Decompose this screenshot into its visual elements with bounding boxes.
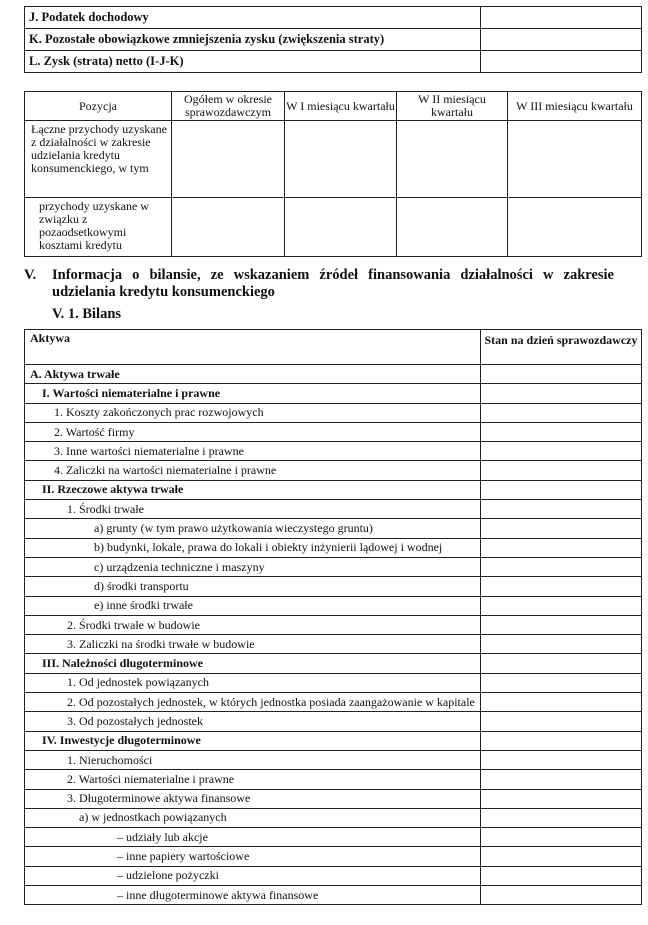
balance-row-label: 3. Długoterminowe aktywa finansowe [25,789,481,808]
balance-row-label: d) środki transportu [25,577,481,596]
col-header-month-3: W III miesiącu kwartału [508,92,642,121]
col-header-position: Pozycja [25,92,172,121]
balance-row-label: 1. Od jednostek powiązanych [25,673,481,692]
subsection-title: V. 1. Bilans [52,306,122,322]
summary-row-value[interactable] [481,29,642,51]
balance-row-label: b) budynki, lokale, prawa do lokali i obiekty inżynierii lądowej i wodnej [25,538,481,557]
balance-row [25,596,642,615]
balance-header-row [25,330,642,365]
balance-row [25,538,642,557]
balance-row-label: 3. Zaliczki na środki trwałe w budowie [25,635,481,654]
balance-row-value[interactable] [481,596,642,615]
balance-row-value[interactable] [481,480,642,499]
balance-row [25,615,642,634]
balance-row [25,480,642,499]
balance-row-label: 4. Zaliczki na wartości niematerialne i prawne [25,461,481,480]
section-number: V. [24,267,37,283]
balance-row [25,673,642,692]
revenue-row-label: przychody uzyskane w związku z pozaodsetkowymi kosztami kredytu [25,198,172,257]
balance-row [25,461,642,480]
balance-row [25,557,642,576]
revenue-cell-month-2[interactable] [397,198,508,257]
profit-summary-body [25,7,642,73]
balance-row [25,847,642,866]
revenue-header-row [25,92,642,121]
balance-row-value[interactable] [481,422,642,441]
balance-row-label: 1. Nieruchomości [25,750,481,769]
balance-row-value[interactable] [481,654,642,673]
balance-row-label: 3. Inne wartości niematerialne i prawne [25,442,481,461]
balance-row-value[interactable] [481,673,642,692]
balance-row-value[interactable] [481,693,642,712]
balance-row-value[interactable] [481,384,642,403]
section-title: Informacja o bilansie, ze wskazaniem źródeł finansowania działalności w zakresie udzielania kredytu konsumenckiego [52,267,614,300]
balance-row [25,789,642,808]
balance-row-value[interactable] [481,847,642,866]
balance-row-label: 2. Od pozostałych jednostek, w których jednostka posiada zaangażowanie w kapitale [25,693,481,712]
balance-row-value[interactable] [481,538,642,557]
balance-row-label: 2. Wartość firmy [25,422,481,441]
balance-row [25,519,642,538]
balance-row-label: – udzielone pożyczki [25,866,481,885]
balance-header-value: Stan na dzień sprawozdawczy [481,330,642,365]
balance-row-value[interactable] [481,886,642,905]
balance-row-label: 2. Środki trwałe w budowie [25,615,481,634]
balance-row-label: II. Rzeczowe aktywa trwałe [25,480,481,499]
balance-row-label: A. Aktywa trwałe [25,365,481,384]
balance-row [25,403,642,422]
balance-row-value[interactable] [481,789,642,808]
summary-row [25,51,642,73]
balance-row-value[interactable] [481,442,642,461]
balance-row [25,654,642,673]
revenue-cell-month-3[interactable] [508,198,642,257]
col-header-month-2: W II miesiącu kwartału [397,92,508,121]
balance-row-value[interactable] [481,828,642,847]
revenue-row-label: Łączne przychody uzyskane z działalności w zakresie udzielania kredytu konsumenckiego, w tym [25,121,172,198]
balance-row [25,731,642,750]
balance-row [25,866,642,885]
balance-row [25,808,642,827]
balance-row-label: a) w jednostkach powiązanych [25,808,481,827]
balance-row-value[interactable] [481,557,642,576]
balance-row [25,750,642,769]
balance-row [25,422,642,441]
balance-row-value[interactable] [481,615,642,634]
revenue-cell-month-2[interactable] [397,121,508,198]
summary-row-value[interactable] [481,7,642,29]
balance-row-value[interactable] [481,577,642,596]
balance-row-label: – inne papiery wartościowe [25,847,481,866]
balance-row-value[interactable] [481,635,642,654]
balance-row-label: – inne długoterminowe aktywa finansowe [25,886,481,905]
balance-row-value[interactable] [481,519,642,538]
balance-row-label: 3. Od pozostałych jednostek [25,712,481,731]
balance-header-assets: Aktywa [25,330,481,365]
balance-row-label: – udziały lub akcje [25,828,481,847]
revenue-cell-total[interactable] [172,198,285,257]
summary-row-label: J. Podatek dochodowy [25,7,481,29]
balance-row [25,770,642,789]
balance-row-label: 1. Koszty zakończonych prac rozwojowych [25,403,481,422]
col-header-month-1: W I miesiącu kwartału [285,92,397,121]
revenue-row-total [25,121,642,198]
balance-row [25,693,642,712]
balance-row [25,442,642,461]
balance-row [25,365,642,384]
revenue-cell-month-1[interactable] [285,121,397,198]
balance-row-label: I. Wartości niematerialne i prawne [25,384,481,403]
balance-row-value[interactable] [481,365,642,384]
balance-row-label: III. Należności długoterminowe [25,654,481,673]
col-header-total: Ogółem w okresie sprawozdawczym [172,92,285,121]
balance-row-value[interactable] [481,866,642,885]
balance-row [25,712,642,731]
revenue-cell-total[interactable] [172,121,285,198]
balance-row [25,635,642,654]
balance-row-value[interactable] [481,770,642,789]
balance-row-label: c) urządzenia techniczne i maszyny [25,557,481,576]
balance-sheet-table [24,329,642,905]
profit-summary-table [24,6,642,73]
summary-row [25,29,642,51]
balance-row-value[interactable] [481,731,642,750]
balance-row-label: IV. Inwestycje długoterminowe [25,731,481,750]
balance-sheet-body [25,330,642,905]
revenue-row-nonint [25,198,642,257]
balance-row-label: a) grunty (w tym prawo użytkowania wieczystego gruntu) [25,519,481,538]
balance-row-value[interactable] [481,500,642,519]
balance-row-value[interactable] [481,750,642,769]
summary-row [25,7,642,29]
balance-row-value[interactable] [481,461,642,480]
balance-row-value[interactable] [481,808,642,827]
revenue-cell-month-3[interactable] [508,121,642,198]
balance-row [25,577,642,596]
balance-row [25,886,642,905]
balance-row [25,500,642,519]
balance-row-value[interactable] [481,712,642,731]
revenue-cell-month-1[interactable] [285,198,397,257]
revenue-table [24,91,642,257]
balance-row-label: 2. Wartości niematerialne i prawne [25,770,481,789]
balance-row-label: e) inne środki trwałe [25,596,481,615]
balance-row-value[interactable] [481,403,642,422]
balance-row [25,828,642,847]
summary-row-value[interactable] [481,51,642,73]
balance-row [25,384,642,403]
summary-row-label: K. Pozostałe obowiązkowe zmniejszenia zysku (zwiększenia straty) [25,29,481,51]
balance-row-label: 1. Środki trwałe [25,500,481,519]
summary-row-label: L. Zysk (strata) netto (I-J-K) [25,51,481,73]
